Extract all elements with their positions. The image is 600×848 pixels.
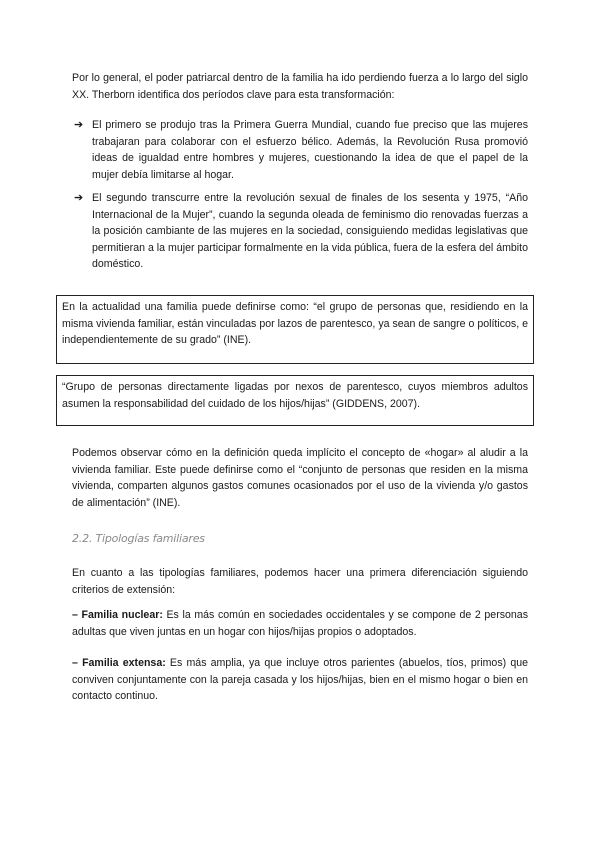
definition-extensa bbox=[72, 655, 528, 705]
definition-nuclear bbox=[72, 607, 528, 640]
arrow-right-icon: ➔ bbox=[74, 192, 84, 204]
definition-text: Es más amplia, ya que incluye otros parientes (abuelos, tíos, primos) que conviven conjuntamente con la pareja casada y los hijos/hijas, bien en el mismo hogar o bien en contacto continuo. bbox=[72, 657, 528, 703]
bullet-text: El primero se produjo tras la Primera Guerra Mundial, cuando fue preciso que las mujeres trabajaran para colaborar con el esfuerzo bélico. Además, la Revolución Rusa promovió ideas de igualdad entre hombres y mujeres, cuestionando la idea de que el papel de la mujer debía limitarse al hogar. bbox=[92, 119, 528, 181]
arrow-right-icon: ➔ bbox=[74, 119, 84, 131]
bullet-item bbox=[72, 190, 528, 273]
bullet-text: El segundo transcurre entre la revolución sexual de finales de los sesenta y 1975, “Año Internacional de la Mujer”, cuando la segunda oleada de feminismo dio renovadas fuerzas a la posición cambiante de las mujeres en la sociedad, consiguiendo medidas legislativas que permitieran a la mujer participar formalmente en la vida pública, fuera de la esfera del ámbito doméstico. bbox=[92, 192, 528, 271]
intro-paragraph: Por lo general, el poder patriarcal dentro de la familia ha ido perdiendo fuerza a lo largo del siglo XX. Therborn identifica dos períodos clave para esta transformación: bbox=[72, 72, 528, 101]
definition-text: Es la más común en sociedades occidentales y se compone de 2 personas adultas que viven juntas en un hogar con hijos/hijas propios o adoptados. bbox=[72, 609, 528, 638]
definition-box-ine: En la actualidad una familia puede definirse como: “el grupo de personas que, residiendo en la misma vivienda familiar, están vinculadas por lazos de parentesco, ya sean de sangre o políticos, e independientemente de su grado” (INE). bbox=[56, 295, 534, 364]
bullet-item bbox=[72, 117, 528, 183]
tipologias-intro: En cuanto a las tipologías familiares, podemos hacer una primera diferenciación siguiendo criterios de extensión: bbox=[72, 567, 528, 596]
section-heading: 2.2. Tipologías familiares bbox=[72, 532, 205, 545]
observation-paragraph: Podemos observar cómo en la definición queda implícito el concepto de «hogar» al aludir a la vivienda familiar. Este puede definirse como el “conjunto de personas que residen en la misma vivienda, comparten algunos gastos comunes ocasionados por el uso de la vivienda y/o gastos de alimentación” (INE). bbox=[72, 447, 528, 509]
definition-box-giddens: “Grupo de personas directamente ligadas por nexos de parentesco, cuyos miembros adultos asumen la responsabilidad del cuidado de los hijos/hijas” (GIDDENS, 2007). bbox=[56, 375, 534, 426]
term-extensa: – Familia extensa: bbox=[72, 657, 166, 669]
term-nuclear: – Familia nuclear: bbox=[72, 609, 163, 621]
